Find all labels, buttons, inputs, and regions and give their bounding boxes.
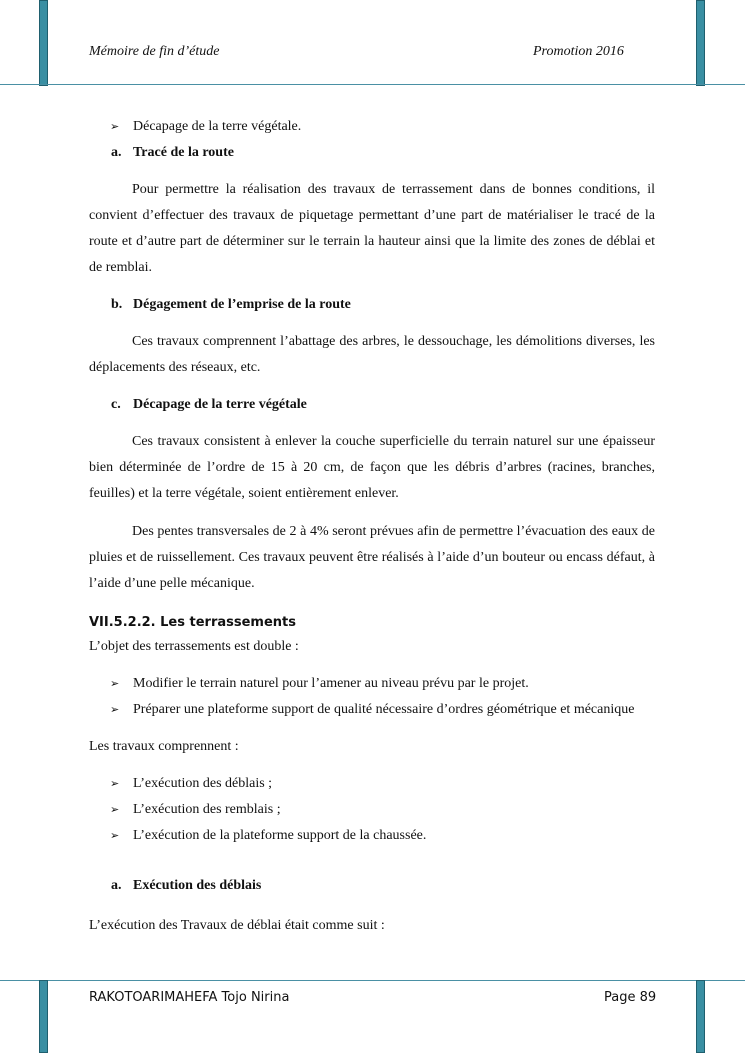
header-left-bar <box>39 0 48 86</box>
bullet-text: Décapage de la terre végétale. <box>133 119 302 134</box>
header-right-bar <box>696 0 705 86</box>
subheading-title: Décapage de la terre végétale <box>133 397 307 412</box>
paragraph: L’objet des terrassements est double : <box>89 639 299 654</box>
arrow-bullet-icon: ➢ <box>110 778 120 790</box>
bullet-text: Préparer une plateforme support de qualité nécessaire d’ordres géométrique et mécanique <box>133 702 635 717</box>
bullet-list <box>89 771 655 849</box>
page-number: Page 89 <box>604 990 657 1005</box>
bullet-item <box>89 671 655 697</box>
subheading-execution-deblais <box>89 873 655 899</box>
subheading-trace <box>89 140 655 166</box>
bullet-item <box>89 697 655 723</box>
bullet-text: L’exécution de la plateforme support de la chaussée. <box>133 828 427 843</box>
subheading-label: c. <box>111 397 121 412</box>
arrow-bullet-icon: ➢ <box>110 704 120 716</box>
arrow-bullet-icon: ➢ <box>110 678 120 690</box>
paragraph: Les travaux comprennent : <box>89 739 239 754</box>
subheading-decapage <box>89 392 655 418</box>
subheading-degagement <box>89 292 655 318</box>
subheading-label: a. <box>111 145 122 160</box>
bullet-item <box>89 797 655 823</box>
paragraph: Pour permettre la réalisation des travaux de terrassement dans de bonnes conditions, il convient d’effectuer des travaux de piquetage permettant d’une part de matérialiser le tracé de la route et d’autre part de déterminer sur le terrain la hauteur ainsi que la limite des zones de déblai et de remblai. <box>89 182 655 275</box>
subheading-title: Tracé de la route <box>133 145 234 160</box>
footer-right-bar <box>696 980 705 1053</box>
section-heading: VII.5.2.2. Les terrassements <box>89 615 297 630</box>
bullet-text: Modifier le terrain naturel pour l’amener au niveau prévu par le projet. <box>133 676 529 691</box>
bullet-text: L’exécution des remblais ; <box>133 802 281 817</box>
paragraph: L’exécution des Travaux de déblai était comme suit : <box>89 918 385 933</box>
bullet-list <box>89 671 655 723</box>
page-body <box>89 114 655 939</box>
arrow-bullet-icon: ➢ <box>110 830 120 842</box>
subheading-title: Dégagement de l’emprise de la route <box>133 297 351 312</box>
header-rule <box>0 84 745 85</box>
footer-left-bar <box>39 980 48 1053</box>
subheading-title: Exécution des déblais <box>133 878 262 893</box>
arrow-bullet-icon: ➢ <box>110 121 120 133</box>
header-left: Mémoire de fin d’étude <box>89 44 220 59</box>
subheading-label: b. <box>111 297 123 312</box>
bullet-item <box>89 771 655 797</box>
footer-author: RAKOTOARIMAHEFA Tojo Nirina <box>89 990 290 1005</box>
paragraph: Ces travaux consistent à enlever la couche superficielle du terrain naturel sur une épaisseur bien déterminée de l’ordre de 15 à 20 cm, de façon que les débris d’arbres (racines, branches, feuilles) et la terre végétale, soient entièrement enlever. <box>89 434 655 501</box>
subheading-label: a. <box>111 878 122 893</box>
bullet-item <box>89 114 655 140</box>
paragraph: Des pentes transversales de 2 à 4% seront prévues afin de permettre l’évacuation des eaux de pluies et de ruissellement. Ces travaux peuvent être réalisés à l’aide d’un bouteur ou encass défaut, à l’aide d’une pelle mécanique. <box>89 524 655 591</box>
bullet-text: L’exécution des déblais ; <box>133 776 273 791</box>
footer-rule <box>0 980 745 981</box>
bullet-item <box>89 823 655 849</box>
header-right: Promotion 2016 <box>533 44 624 59</box>
paragraph: Ces travaux comprennent l’abattage des arbres, le dessouchage, les démolitions diverses, les déplacements des réseaux, etc. <box>89 334 655 375</box>
arrow-bullet-icon: ➢ <box>110 804 120 816</box>
